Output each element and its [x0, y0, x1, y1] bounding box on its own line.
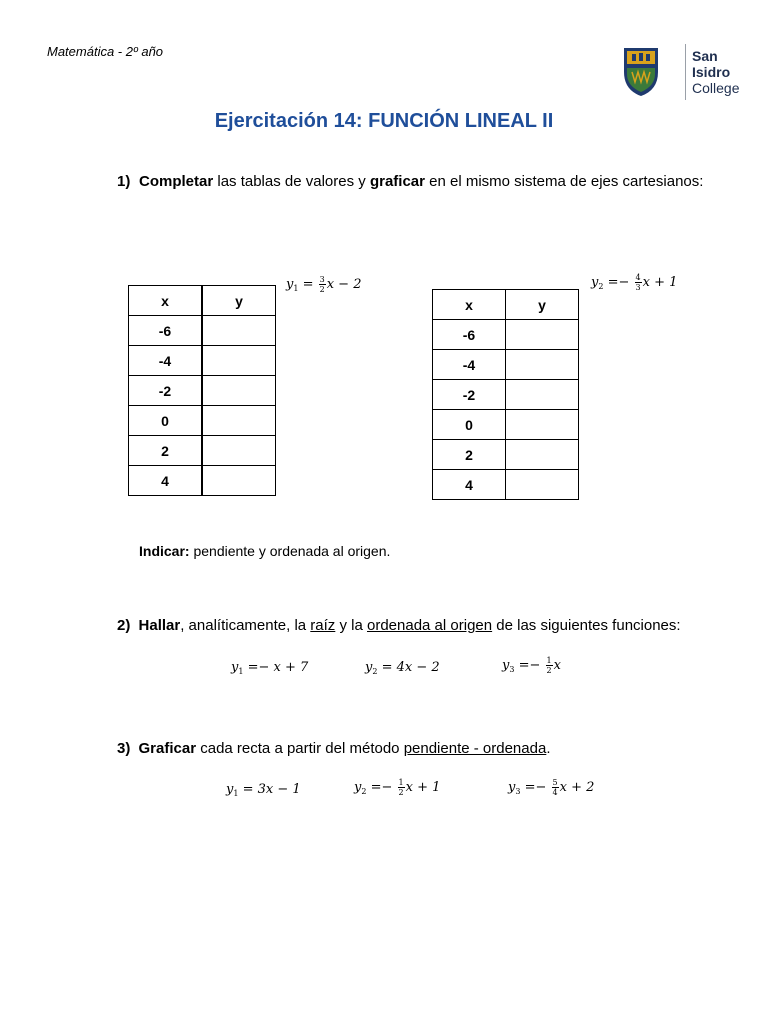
eq-var: y [502, 658, 510, 673]
numerator: 4 [635, 273, 641, 282]
x-cell: 0 [433, 410, 506, 440]
function-y2 [365, 660, 440, 676]
denominator: 4 [552, 788, 558, 797]
eq-sub: 3 [509, 665, 515, 674]
header-y: y [506, 290, 579, 320]
keyword: Completar [139, 173, 214, 190]
eq-rest: x [553, 658, 561, 673]
eq-sub: 1 [233, 789, 239, 798]
logo-line-3: College [692, 80, 740, 96]
header-x: x [129, 286, 203, 316]
y-input-cell[interactable] [506, 410, 579, 440]
header-y: y [202, 286, 276, 316]
line-y2 [354, 778, 440, 797]
indicar-instruction [139, 543, 390, 559]
school-logo [622, 44, 752, 102]
text: las tablas de valores y [213, 173, 370, 190]
text: . [546, 740, 551, 757]
x-cell: -2 [129, 376, 203, 406]
question-number: 1) [117, 173, 131, 190]
table-header-row [129, 286, 276, 316]
x-cell: 0 [129, 406, 203, 436]
table-row [129, 466, 276, 496]
value-table-1 [128, 285, 276, 496]
y-input-cell[interactable] [202, 466, 276, 496]
question-number: 3) [117, 740, 131, 757]
y-input-cell[interactable] [202, 316, 276, 346]
fraction [635, 273, 642, 292]
text: en el mismo sistema de ejes cartesianos: [424, 173, 704, 190]
y-input-cell[interactable] [506, 440, 579, 470]
table-row [433, 440, 579, 470]
x-cell: 4 [433, 470, 506, 500]
page-title: Ejercitación 14: FUNCIÓN LINEAL II [214, 110, 554, 132]
table-row [433, 380, 579, 410]
logo-text [692, 48, 739, 96]
eq-sub: 3 [515, 787, 521, 796]
eq-rest: x + 1 [405, 780, 441, 795]
equation-y2 [591, 273, 677, 292]
eq-var: y [508, 780, 516, 795]
question-number: 2) [117, 617, 131, 634]
fraction [552, 778, 559, 797]
logo-divider [685, 44, 686, 100]
keyword: Indicar: [139, 543, 190, 559]
table-row [433, 410, 579, 440]
y-input-cell[interactable] [202, 406, 276, 436]
eq-var: y [365, 660, 373, 675]
eq-sign: =− [603, 275, 634, 290]
eq-sign: =− [514, 658, 545, 673]
x-cell: -4 [129, 346, 203, 376]
eq-sign: =− [520, 780, 551, 795]
eq-rest: x − 2 [326, 277, 362, 292]
eq-sub: 1 [293, 284, 299, 293]
x-cell: -2 [433, 380, 506, 410]
table-row [433, 470, 579, 500]
keyword: Hallar [138, 617, 181, 634]
y-input-cell[interactable] [506, 470, 579, 500]
eq-sign: =− [366, 780, 397, 795]
eq-sign: = [298, 277, 318, 292]
x-cell: -6 [433, 320, 506, 350]
denominator: 2 [398, 788, 404, 797]
y-input-cell[interactable] [506, 350, 579, 380]
question-3 [117, 740, 550, 757]
header-x: x [433, 290, 506, 320]
numerator: 1 [546, 656, 552, 665]
keyword: graficar [369, 173, 425, 190]
function-y3 [502, 656, 561, 675]
subject-label: Matemática - 2º año [47, 44, 164, 59]
text: y la [335, 617, 367, 634]
x-cell: -4 [433, 350, 506, 380]
x-cell: 2 [433, 440, 506, 470]
y-input-cell[interactable] [506, 380, 579, 410]
eq-var: y [354, 780, 362, 795]
y-input-cell[interactable] [202, 376, 276, 406]
eq-sub: 2 [372, 667, 378, 676]
eq-rest: = 3x − 1 [238, 782, 301, 797]
keyword: Graficar [138, 740, 197, 757]
shield-icon [622, 46, 660, 98]
text: pendiente y ordenada al origen. [189, 543, 391, 559]
table-row [129, 376, 276, 406]
x-cell: -6 [129, 316, 203, 346]
denominator: 2 [319, 285, 325, 294]
line-y3 [508, 778, 594, 797]
fraction [319, 275, 326, 294]
x-cell: 2 [129, 436, 203, 466]
table-row [129, 346, 276, 376]
eq-var: y [226, 782, 234, 797]
text: cada recta a partir del método [196, 740, 404, 757]
fraction [398, 778, 405, 797]
eq-rest: = 4x − 2 [377, 660, 440, 675]
logo-line-2: Isidro [692, 64, 731, 80]
table-row [129, 316, 276, 346]
eq-sub: 1 [238, 667, 244, 676]
fraction [546, 656, 553, 675]
line-y1 [226, 782, 301, 798]
function-y1 [231, 660, 308, 676]
eq-rest: =− x + 7 [243, 660, 309, 675]
table-row [129, 436, 276, 466]
eq-var: y [286, 277, 294, 292]
eq-sub: 2 [598, 282, 604, 291]
numerator: 5 [552, 778, 558, 787]
denominator: 3 [635, 283, 641, 292]
underlined-term: pendiente - ordenada [403, 740, 547, 757]
text: , analíticamente, la [180, 617, 311, 634]
eq-sub: 2 [361, 787, 367, 796]
question-2 [117, 617, 681, 634]
value-table-2 [432, 289, 579, 500]
table-row [433, 350, 579, 380]
y-input-cell[interactable] [506, 320, 579, 350]
numerator: 3 [319, 275, 325, 284]
table-row [433, 320, 579, 350]
y-input-cell[interactable] [202, 436, 276, 466]
eq-var: y [231, 660, 239, 675]
equation-y1 [286, 275, 361, 294]
text: de las siguientes funciones: [492, 617, 681, 634]
question-1-text [139, 168, 713, 195]
denominator: 2 [546, 666, 552, 675]
table-header-row [433, 290, 579, 320]
logo-line-1: San [692, 48, 718, 64]
underlined-term: raíz [310, 617, 336, 634]
eq-rest: x + 1 [642, 275, 678, 290]
eq-rest: x + 2 [559, 780, 595, 795]
y-input-cell[interactable] [202, 346, 276, 376]
underlined-term: ordenada al origen [367, 617, 493, 634]
eq-var: y [591, 275, 599, 290]
x-cell: 4 [129, 466, 203, 496]
numerator: 1 [398, 778, 404, 787]
table-row [129, 406, 276, 436]
